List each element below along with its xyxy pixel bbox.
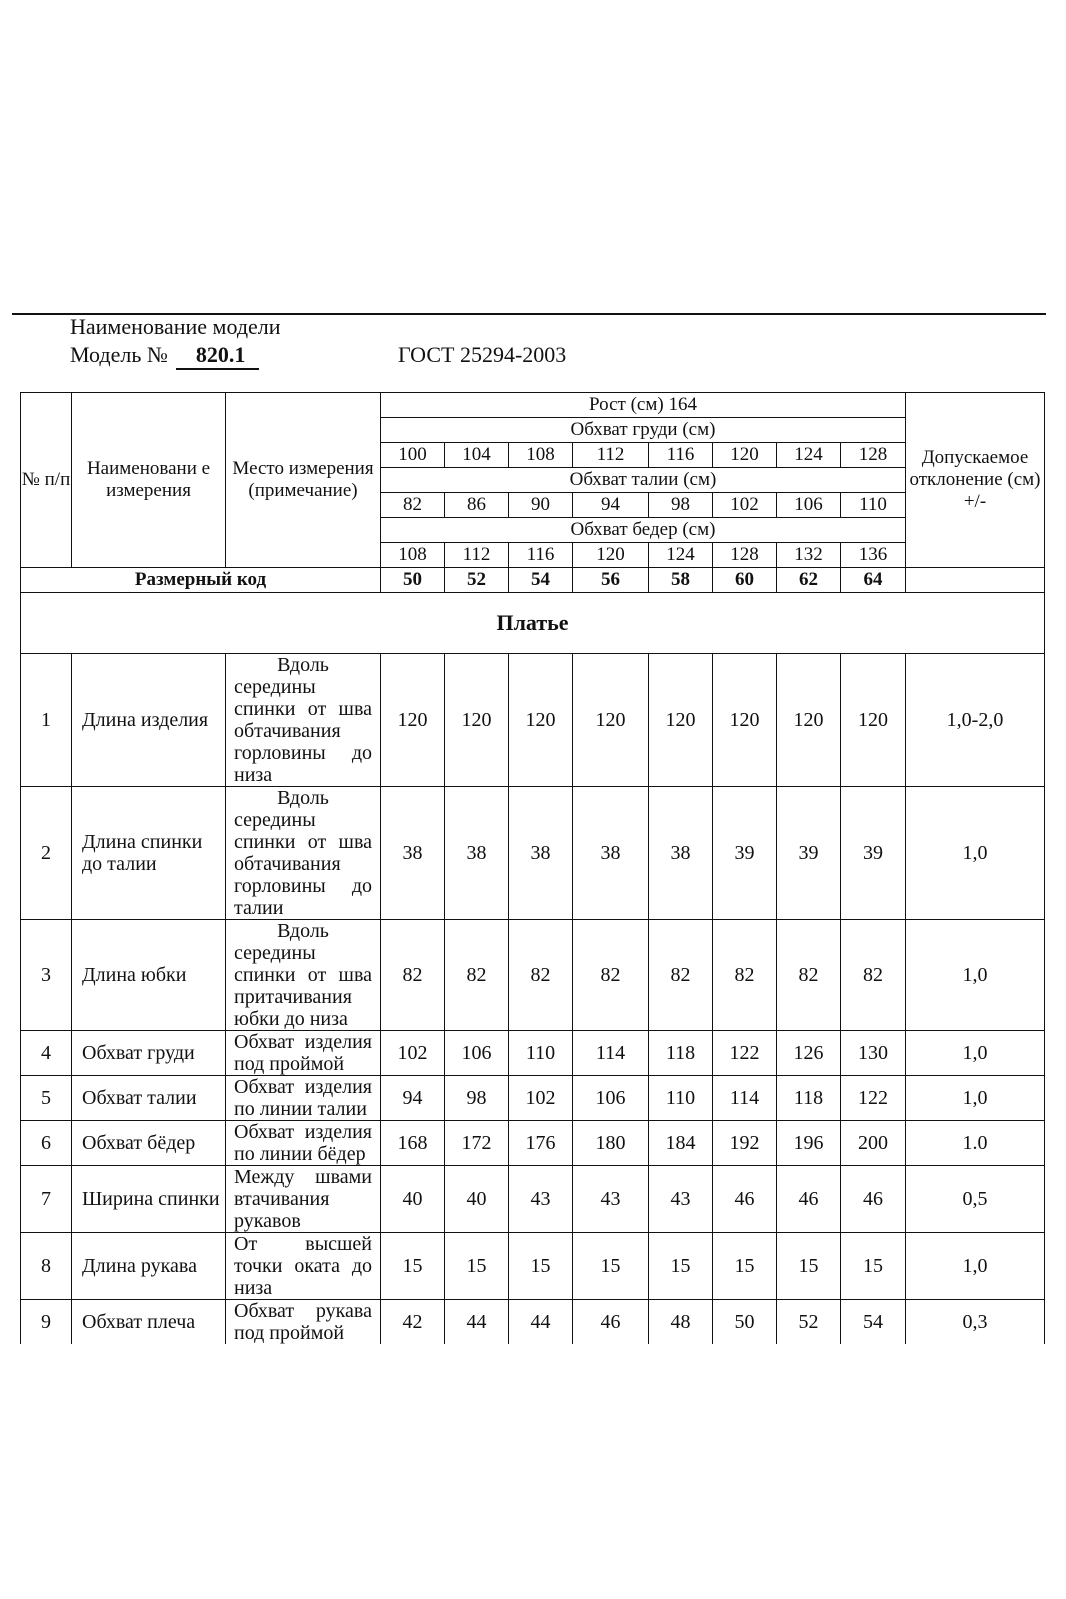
place-line: обтачивания [234,853,341,875]
size-value: 38 [573,787,649,920]
size-code-label: Размерный код [21,568,381,593]
tolerance-value: 1,0 [906,1076,1045,1121]
place-line: спинки от шва [234,831,372,853]
size-value: 120 [649,654,713,787]
measurement-place [226,1121,381,1166]
hips-value: 120 [573,543,649,568]
place-line: под проймой [234,1053,345,1075]
place-line: втачивания [234,1188,330,1210]
size-value: 102 [381,1031,445,1076]
size-value: 120 [777,654,841,787]
size-value: 44 [509,1300,573,1345]
measurement-place [226,1233,381,1300]
hips-value: 112 [445,543,509,568]
size-value: 52 [777,1300,841,1345]
place-line: рукавов [234,1210,301,1232]
size-value: 54 [841,1300,906,1345]
size-value: 82 [445,920,509,1031]
place-line: юбки до низа [234,1008,348,1030]
size-value: 114 [713,1076,777,1121]
measurement-name: Длина спинки до талии [72,787,226,920]
row-number: 9 [21,1300,72,1345]
place-line: Обхват изделия [234,1121,372,1143]
size-value: 44 [445,1300,509,1345]
tolerance-value: 1,0 [906,1031,1045,1076]
size-value: 106 [573,1076,649,1121]
chest-value: 108 [509,443,573,468]
col-header-place: Место измерения (примечание) [226,393,381,568]
tolerance-value: 1.0 [906,1121,1045,1166]
size-value: 38 [649,787,713,920]
size-value: 168 [381,1121,445,1166]
place-line: спинки от шва [234,698,372,720]
size-value: 120 [445,654,509,787]
chest-value: 120 [713,443,777,468]
size-value: 172 [445,1121,509,1166]
size-value: 82 [777,920,841,1031]
size-value: 130 [841,1031,906,1076]
size-value: 15 [573,1233,649,1300]
height-label: Рост (см) 164 [381,393,906,418]
tolerance-value: 0,5 [906,1166,1045,1233]
waist-label: Обхват талии (см) [381,468,906,493]
size-value: 180 [573,1121,649,1166]
table-row [21,1233,1045,1300]
size-value: 46 [713,1166,777,1233]
table-row [21,1300,1045,1345]
size-value: 120 [713,654,777,787]
size-value: 98 [445,1076,509,1121]
size-value: 82 [573,920,649,1031]
size-code-value: 58 [649,568,713,593]
model-no-label: Модель № [70,342,168,367]
size-code-value: 60 [713,568,777,593]
size-value: 15 [841,1233,906,1300]
size-value: 40 [445,1166,509,1233]
size-value: 15 [381,1233,445,1300]
col-header-tolerance: Допускаемое отклонение (см) +/- [906,393,1045,568]
size-code-value: 54 [509,568,573,593]
measurement-name: Обхват груди [72,1031,226,1076]
size-value: 40 [381,1166,445,1233]
waist-value: 94 [573,493,649,518]
size-value: 50 [713,1300,777,1345]
row-number: 8 [21,1233,72,1300]
size-value: 126 [777,1031,841,1076]
size-value: 200 [841,1121,906,1166]
measurement-place [226,1031,381,1076]
place-line: Между швами [234,1166,372,1188]
size-value: 118 [649,1031,713,1076]
place-line: низа [234,764,273,786]
table-row [21,920,1045,1031]
size-code-value: 64 [841,568,906,593]
model-number-line [70,342,259,370]
size-value: 15 [777,1233,841,1300]
waist-value: 98 [649,493,713,518]
measurement-place [226,1300,381,1345]
gost-standard: ГОСТ 25294-2003 [398,342,567,367]
waist-value: 82 [381,493,445,518]
chest-value: 116 [649,443,713,468]
hips-value: 136 [841,543,906,568]
measurement-name: Обхват талии [72,1076,226,1121]
measurement-place [226,654,381,787]
place-line: Обхват рукава [234,1300,372,1322]
hips-value: 108 [381,543,445,568]
measurement-name: Длина рукава [72,1233,226,1300]
chest-value: 100 [381,443,445,468]
table-row [21,1076,1045,1121]
chest-value: 104 [445,443,509,468]
size-value: 196 [777,1121,841,1166]
measurement-name: Ширина спинки [72,1166,226,1233]
tolerance-value: 1,0 [906,1233,1045,1300]
size-code-row [21,568,1045,593]
col-header-number: № п/п [21,393,72,568]
hips-value: 128 [713,543,777,568]
place-line: Обхват изделия [234,1031,372,1053]
size-value: 106 [445,1031,509,1076]
hips-value: 132 [777,543,841,568]
tolerance-value: 1,0 [906,920,1045,1031]
chest-value: 124 [777,443,841,468]
place-line: под проймой [234,1322,345,1344]
size-value: 120 [509,654,573,787]
size-value: 176 [509,1121,573,1166]
size-value: 42 [381,1300,445,1345]
size-value: 46 [777,1166,841,1233]
waist-value: 86 [445,493,509,518]
hips-value: 116 [509,543,573,568]
size-value: 82 [649,920,713,1031]
size-value: 38 [381,787,445,920]
size-value: 38 [509,787,573,920]
waist-value: 90 [509,493,573,518]
size-value: 39 [713,787,777,920]
size-value: 46 [573,1300,649,1345]
size-value: 110 [509,1031,573,1076]
size-value: 184 [649,1121,713,1166]
place-line: Вдоль середины [234,787,329,831]
place-line: Вдоль середины [234,654,329,698]
model-number: 820.1 [176,342,260,370]
place-line: горловины до [234,875,372,897]
chest-value: 112 [573,443,649,468]
measurement-place [226,1076,381,1121]
place-line: Вдоль середины [234,920,329,964]
size-value: 118 [777,1076,841,1121]
measurement-place [226,920,381,1031]
row-number: 7 [21,1166,72,1233]
place-line: спинки от шва [234,964,372,986]
table-row [21,654,1045,787]
size-value: 192 [713,1121,777,1166]
header-row-height [21,393,1045,418]
size-value: 120 [573,654,649,787]
row-number: 2 [21,787,72,920]
place-line: горловины до [234,742,372,764]
size-value: 43 [509,1166,573,1233]
measurement-name: Обхват плеча [72,1300,226,1345]
waist-value: 106 [777,493,841,518]
size-value: 43 [649,1166,713,1233]
size-value: 114 [573,1031,649,1076]
size-value: 110 [649,1076,713,1121]
table-row [21,1031,1045,1076]
row-number: 6 [21,1121,72,1166]
tolerance-value: 1,0-2,0 [906,654,1045,787]
section-title: Платье [21,593,1045,654]
chest-label: Обхват груди (см) [381,418,906,443]
size-value: 46 [841,1166,906,1233]
model-name-label: Наименование модели [70,314,281,339]
table-row [21,1166,1045,1233]
size-value: 102 [509,1076,573,1121]
row-number: 4 [21,1031,72,1076]
section-row [21,593,1045,654]
size-code-value: 50 [381,568,445,593]
place-line: по линии талии [234,1098,367,1120]
size-value: 15 [509,1233,573,1300]
place-line: обтачивания [234,720,341,742]
place-line: От высшей [234,1233,372,1255]
measurement-table [20,392,1045,1344]
size-code-value: 62 [777,568,841,593]
measurement-place [226,787,381,920]
size-value: 122 [713,1031,777,1076]
size-value: 15 [649,1233,713,1300]
size-value: 122 [841,1076,906,1121]
place-line: низа [234,1277,273,1299]
waist-value: 102 [713,493,777,518]
measurement-name: Длина изделия [72,654,226,787]
table-row [21,787,1045,920]
size-value: 15 [445,1233,509,1300]
place-line: по линии бёдер [234,1143,366,1165]
col-header-name: Наименовани е измерения [72,393,226,568]
size-value: 94 [381,1076,445,1121]
size-value: 39 [841,787,906,920]
size-value: 39 [777,787,841,920]
size-value: 82 [509,920,573,1031]
place-line: талии [234,897,284,919]
place-line: точки оката до [234,1255,372,1277]
row-number: 5 [21,1076,72,1121]
size-code-tolerance-empty [906,568,1045,593]
measurement-name: Длина юбки [72,920,226,1031]
size-value: 38 [445,787,509,920]
size-value: 43 [573,1166,649,1233]
hips-label: Обхват бедер (см) [381,518,906,543]
place-line: Обхват изделия [234,1076,372,1098]
size-value: 120 [381,654,445,787]
waist-value: 110 [841,493,906,518]
size-value: 82 [381,920,445,1031]
size-value: 120 [841,654,906,787]
row-number: 1 [21,654,72,787]
tolerance-value: 0,3 [906,1300,1045,1345]
table-row [21,1121,1045,1166]
place-line: притачивания [234,986,352,1008]
size-code-value: 52 [445,568,509,593]
size-value: 48 [649,1300,713,1345]
hips-value: 124 [649,543,713,568]
chest-value: 128 [841,443,906,468]
row-number: 3 [21,920,72,1031]
size-value: 15 [713,1233,777,1300]
tolerance-value: 1,0 [906,787,1045,920]
size-value: 82 [713,920,777,1031]
size-code-value: 56 [573,568,649,593]
measurement-name: Обхват бёдер [72,1121,226,1166]
size-value: 82 [841,920,906,1031]
measurement-place [226,1166,381,1233]
